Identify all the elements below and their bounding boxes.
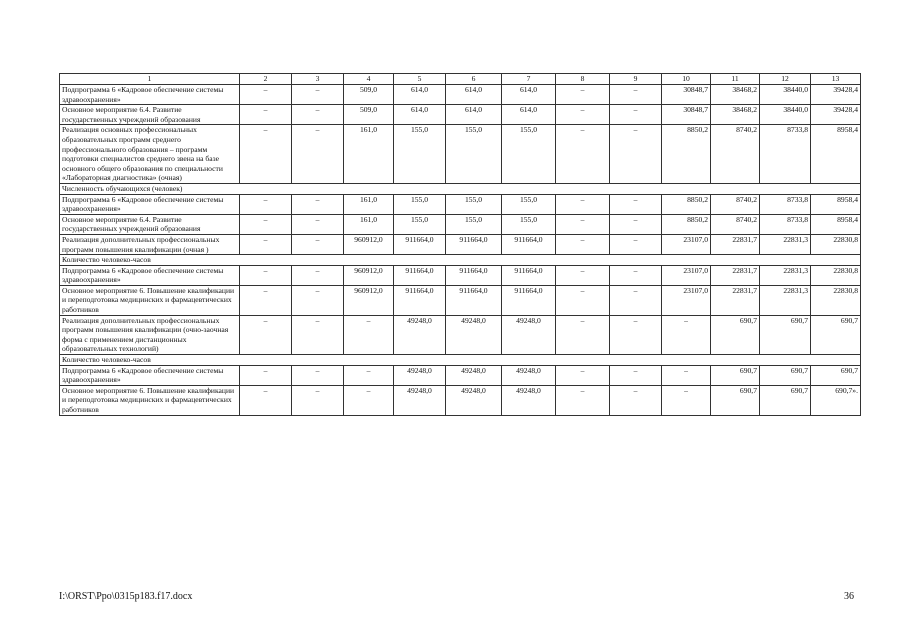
table-cell: 614,0 bbox=[502, 105, 556, 125]
table-cell: 8733,8 bbox=[760, 194, 811, 214]
table-cell: 49248,0 bbox=[446, 365, 502, 385]
table-cell: 155,0 bbox=[394, 214, 446, 234]
table-cell: 155,0 bbox=[446, 214, 502, 234]
table-cell: 161,0 bbox=[344, 125, 394, 184]
table-cell: 22831,3 bbox=[760, 265, 811, 285]
table-cell: – bbox=[610, 365, 662, 385]
table-cell: – bbox=[556, 365, 610, 385]
table-cell: – bbox=[292, 194, 344, 214]
table-cell: 22831,3 bbox=[760, 285, 811, 315]
table-row bbox=[60, 385, 861, 415]
table-cell: – bbox=[292, 265, 344, 285]
header-cell: 3 bbox=[292, 74, 344, 85]
header-cell: 5 bbox=[394, 74, 446, 85]
table-cell: – bbox=[556, 85, 610, 105]
table-cell: 155,0 bbox=[394, 194, 446, 214]
table-row bbox=[60, 85, 861, 105]
table-cell: 49248,0 bbox=[394, 365, 446, 385]
table-cell: 509,0 bbox=[344, 105, 394, 125]
table-cell: – bbox=[556, 265, 610, 285]
table-cell: – bbox=[610, 214, 662, 234]
row-label: Подпрограмма 6 «Кадровое обеспечение системы здравоохранения» bbox=[60, 85, 240, 105]
table-cell: 8850,2 bbox=[662, 194, 711, 214]
table-cell: – bbox=[556, 194, 610, 214]
table-cell: 38468,2 bbox=[711, 85, 760, 105]
table-cell: 960912,0 bbox=[344, 265, 394, 285]
table-cell: 690,7 bbox=[711, 315, 760, 354]
row-label: Основное мероприятие 6.4. Развитие государственных учреждений образования bbox=[60, 105, 240, 125]
table-cell: – bbox=[662, 385, 711, 415]
table-cell: 22830,8 bbox=[811, 265, 861, 285]
table-cell: 8733,8 bbox=[760, 214, 811, 234]
row-label: Основное мероприятие 6. Повышение квалификации и переподготовка медицинских и фармацевтических работников bbox=[60, 385, 240, 415]
table-cell: 49248,0 bbox=[502, 315, 556, 354]
table-cell: – bbox=[240, 234, 292, 254]
table-cell: – bbox=[344, 385, 394, 415]
table-cell: 911664,0 bbox=[446, 265, 502, 285]
table-row bbox=[60, 285, 861, 315]
table-cell: 690,7 bbox=[760, 385, 811, 415]
table-cell: 23107,0 bbox=[662, 285, 711, 315]
table-cell: 8740,2 bbox=[711, 125, 760, 184]
table-cell: 22831,3 bbox=[760, 234, 811, 254]
table-cell: – bbox=[610, 105, 662, 125]
header-cell: 1 bbox=[60, 74, 240, 85]
table-cell: – bbox=[610, 315, 662, 354]
table-cell: 690,7». bbox=[811, 385, 861, 415]
table-cell: – bbox=[556, 234, 610, 254]
table-row bbox=[60, 214, 861, 234]
table-cell: 39428,4 bbox=[811, 85, 861, 105]
table-cell: 911664,0 bbox=[394, 285, 446, 315]
table-cell: 49248,0 bbox=[446, 315, 502, 354]
table-cell: – bbox=[292, 385, 344, 415]
header-cell: 4 bbox=[344, 74, 394, 85]
header-cell: 9 bbox=[610, 74, 662, 85]
header-cell: 2 bbox=[240, 74, 292, 85]
table-cell: 155,0 bbox=[502, 194, 556, 214]
table-cell: – bbox=[662, 315, 711, 354]
table-cell: – bbox=[610, 234, 662, 254]
table-cell: 509,0 bbox=[344, 85, 394, 105]
table-cell: 49248,0 bbox=[394, 315, 446, 354]
table-cell: 911664,0 bbox=[502, 265, 556, 285]
table-cell: – bbox=[610, 125, 662, 184]
table-cell: – bbox=[292, 85, 344, 105]
table-cell: 155,0 bbox=[446, 194, 502, 214]
table-cell: – bbox=[240, 315, 292, 354]
column-number-header bbox=[60, 74, 861, 85]
indicator-row bbox=[60, 355, 861, 366]
table-cell: 23107,0 bbox=[662, 234, 711, 254]
table-cell: 30848,7 bbox=[662, 85, 711, 105]
table-cell: – bbox=[556, 285, 610, 315]
table-cell: 22830,8 bbox=[811, 234, 861, 254]
table-cell: 30848,7 bbox=[662, 105, 711, 125]
header-cell: 13 bbox=[811, 74, 861, 85]
table-cell: – bbox=[240, 285, 292, 315]
table-cell: 8740,2 bbox=[711, 194, 760, 214]
row-label: Подпрограмма 6 «Кадровое обеспечение системы здравоохранения» bbox=[60, 365, 240, 385]
row-label: Реализация дополнительных профессиональных программ повышения квалификации (очная ) bbox=[60, 234, 240, 254]
table-cell: 911664,0 bbox=[394, 234, 446, 254]
table-cell: 614,0 bbox=[394, 105, 446, 125]
table-cell: – bbox=[292, 214, 344, 234]
table-cell: 614,0 bbox=[394, 85, 446, 105]
table-cell: 155,0 bbox=[446, 125, 502, 184]
table-cell: 911664,0 bbox=[502, 234, 556, 254]
table-row bbox=[60, 125, 861, 184]
table-cell: 8740,2 bbox=[711, 214, 760, 234]
table-cell: 23107,0 bbox=[662, 265, 711, 285]
row-label: Основное мероприятие 6.4. Развитие государственных учреждений образования bbox=[60, 214, 240, 234]
table-cell: 8958,4 bbox=[811, 125, 861, 184]
table-cell: – bbox=[556, 125, 610, 184]
header-cell: 8 bbox=[556, 74, 610, 85]
table-cell: 614,0 bbox=[502, 85, 556, 105]
table-cell: – bbox=[344, 365, 394, 385]
table-row bbox=[60, 315, 861, 354]
row-label: Подпрограмма 6 «Кадровое обеспечение системы здравоохранения» bbox=[60, 265, 240, 285]
row-label: Реализация основных профессиональных образовательных программ среднего профессионального образования – программ подготовки специалистов среднего звена на базе основного общего образования по специальности «Лабораторная диагностика» (очная) bbox=[60, 125, 240, 184]
table-cell: 49248,0 bbox=[446, 385, 502, 415]
table-cell: 49248,0 bbox=[502, 365, 556, 385]
table-cell: – bbox=[292, 285, 344, 315]
table-cell: 22831,7 bbox=[711, 285, 760, 315]
table-cell: 161,0 bbox=[344, 194, 394, 214]
indicator-row bbox=[60, 183, 861, 194]
table-cell: – bbox=[662, 365, 711, 385]
table-cell: – bbox=[556, 214, 610, 234]
row-label: Основное мероприятие 6. Повышение квалификации и переподготовка медицинских и фармацевтических работников bbox=[60, 285, 240, 315]
table-cell: – bbox=[610, 285, 662, 315]
header-cell: 10 bbox=[662, 74, 711, 85]
table-cell: – bbox=[240, 125, 292, 184]
table-body bbox=[60, 74, 861, 416]
table-cell: – bbox=[556, 385, 610, 415]
table-cell: 614,0 bbox=[446, 105, 502, 125]
table-cell: – bbox=[556, 315, 610, 354]
table-cell: – bbox=[292, 365, 344, 385]
table-cell: 8850,2 bbox=[662, 125, 711, 184]
table-cell: 690,7 bbox=[711, 365, 760, 385]
row-label: Подпрограмма 6 «Кадровое обеспечение системы здравоохранения» bbox=[60, 194, 240, 214]
table-row bbox=[60, 365, 861, 385]
header-cell: 11 bbox=[711, 74, 760, 85]
table-cell: – bbox=[556, 105, 610, 125]
table-cell: 911664,0 bbox=[394, 265, 446, 285]
table-cell: – bbox=[240, 85, 292, 105]
table-cell: 911664,0 bbox=[502, 285, 556, 315]
table-cell: – bbox=[610, 194, 662, 214]
table-cell: 49248,0 bbox=[394, 385, 446, 415]
indicator-row bbox=[60, 255, 861, 266]
table-cell: – bbox=[240, 194, 292, 214]
table-row bbox=[60, 234, 861, 254]
header-cell: 12 bbox=[760, 74, 811, 85]
footer-file-path: I:\ORST\Ppo\0315p183.f17.docx bbox=[59, 591, 193, 602]
table-cell: – bbox=[240, 214, 292, 234]
table-cell: – bbox=[610, 85, 662, 105]
table-cell: 614,0 bbox=[446, 85, 502, 105]
table-cell: 38440,0 bbox=[760, 85, 811, 105]
indicator-label: Количество человеко-часов bbox=[60, 355, 861, 366]
table-row bbox=[60, 265, 861, 285]
table-cell: 22830,8 bbox=[811, 285, 861, 315]
table-cell: – bbox=[292, 105, 344, 125]
header-cell: 7 bbox=[502, 74, 556, 85]
table-cell: – bbox=[610, 265, 662, 285]
table-cell: 38440,0 bbox=[760, 105, 811, 125]
table-cell: – bbox=[240, 365, 292, 385]
table-cell: – bbox=[292, 315, 344, 354]
table-cell: 690,7 bbox=[811, 365, 861, 385]
table-cell: 960912,0 bbox=[344, 285, 394, 315]
table-cell: 22831,7 bbox=[711, 265, 760, 285]
page-number: 36 bbox=[844, 591, 854, 602]
indicator-label: Количество человеко-часов bbox=[60, 255, 861, 266]
table-cell: 155,0 bbox=[394, 125, 446, 184]
table-cell: 911664,0 bbox=[446, 234, 502, 254]
table-cell: 690,7 bbox=[760, 315, 811, 354]
table-cell: 8850,2 bbox=[662, 214, 711, 234]
row-label: Реализация дополнительных профессиональных программ повышения квалификации (очно-заочная форма с применением дистанционных образовательных технологий) bbox=[60, 315, 240, 354]
table-cell: 960912,0 bbox=[344, 234, 394, 254]
table-cell: – bbox=[610, 385, 662, 415]
table-cell: – bbox=[240, 385, 292, 415]
table-cell: 155,0 bbox=[502, 214, 556, 234]
table-cell: 39428,4 bbox=[811, 105, 861, 125]
table-cell: 690,7 bbox=[811, 315, 861, 354]
indicator-label: Численность обучающихся (человек) bbox=[60, 183, 861, 194]
table-cell: 8733,8 bbox=[760, 125, 811, 184]
table-cell: – bbox=[240, 105, 292, 125]
table-row bbox=[60, 105, 861, 125]
table-cell: – bbox=[292, 125, 344, 184]
table-cell: 911664,0 bbox=[446, 285, 502, 315]
table-cell: 155,0 bbox=[502, 125, 556, 184]
table-cell: 690,7 bbox=[711, 385, 760, 415]
table-cell: 690,7 bbox=[760, 365, 811, 385]
table-cell: 49248,0 bbox=[502, 385, 556, 415]
table-cell: 8958,4 bbox=[811, 194, 861, 214]
program-table bbox=[59, 73, 861, 416]
table-cell: – bbox=[344, 315, 394, 354]
table-row bbox=[60, 194, 861, 214]
table-cell: – bbox=[240, 265, 292, 285]
table-cell: 22831,7 bbox=[711, 234, 760, 254]
table-cell: – bbox=[292, 234, 344, 254]
table-cell: 38468,2 bbox=[711, 105, 760, 125]
table-cell: 161,0 bbox=[344, 214, 394, 234]
table-cell: 8958,4 bbox=[811, 214, 861, 234]
header-cell: 6 bbox=[446, 74, 502, 85]
